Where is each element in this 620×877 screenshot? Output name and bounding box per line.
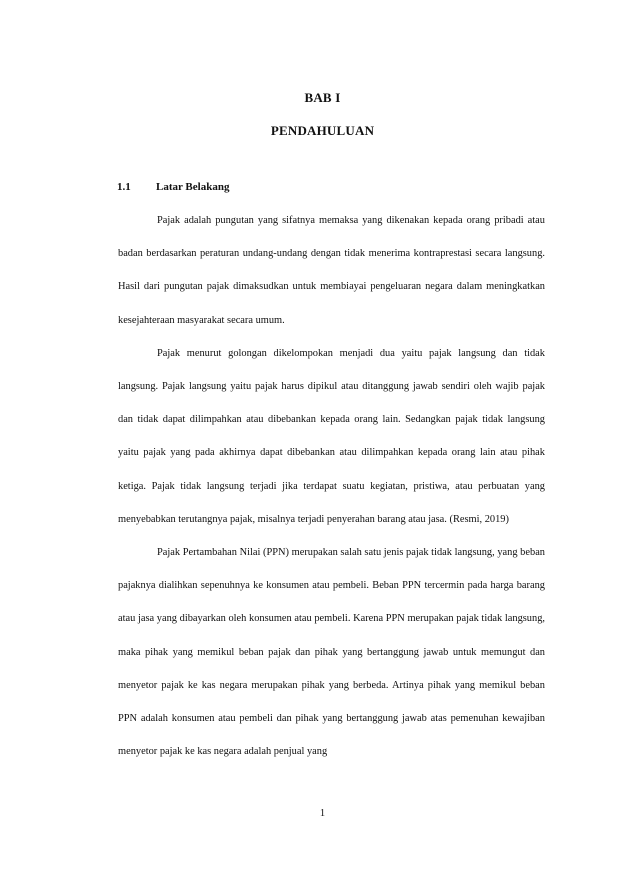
section-title: Latar Belakang — [156, 181, 230, 193]
paragraph-3: Pajak Pertambahan Nilai (PPN) merupakan salah satu jenis pajak tidak langsung, yang beban pajaknya dialihkan sepenuhnya ke konsumen atau pembeli. Beban PPN tercermin pada harga barang atau jasa yang dibayarkan oleh konsumen atau pembeli. Karena PPN merupakan pajak tidak langsung, maka pihak yang memikul beban pajak dan pihak yang bertanggung jawab untuk memungut dan menyetor pajak ke kas negara merupakan pihak yang berbeda. Artinya pihak yang memikul beban PPN adalah konsumen atau pembeli dan pihak yang bertanggung jawab atas pemenuhan kewajiban menyetor pajak ke kas negara adalah penjual yang — [118, 547, 545, 758]
section-number: 1.1 — [117, 181, 131, 193]
paragraph-1: Pajak adalah pungutan yang sifatnya memaksa yang dikenakan kepada orang pribadi atau badan berdasarkan peraturan undang-undang dengan tidak menerima kontraprestasi secara langsung. Hasil dari pungutan pajak dimaksudkan untuk membiayai pengeluaran negara dalam meningkatkan kesejahteraan masyarakat secara umum. — [118, 215, 545, 326]
chapter-label: BAB I — [304, 90, 341, 105]
chapter-title: PENDAHULUAN — [270, 123, 375, 138]
section-heading — [117, 181, 229, 193]
page-number: 1 — [319, 808, 326, 819]
body-text — [118, 204, 545, 768]
paragraph-2: Pajak menurut golongan dikelompokan menjadi dua yaitu pajak langsung dan tidak langsung. Pajak langsung yaitu pajak harus dipikul atau ditanggung jawab sendiri oleh wajib pajak dan tidak dapat dilimpahkan atau dibebankan kepada orang lain. Sedangkan pajak tidak langsung yaitu pajak yang pada akhirnya dapat dibebankan atau dilimpahkan kepada orang lain atau pihak ketiga. Pajak tidak langsung terjadi jika terdapat suatu kegiatan, pristiwa, atau perbuatan yang menyebabkan terutangnya pajak, misalnya terjadi penyerahan barang atau jasa. (Resmi, 2019) — [118, 347, 545, 525]
